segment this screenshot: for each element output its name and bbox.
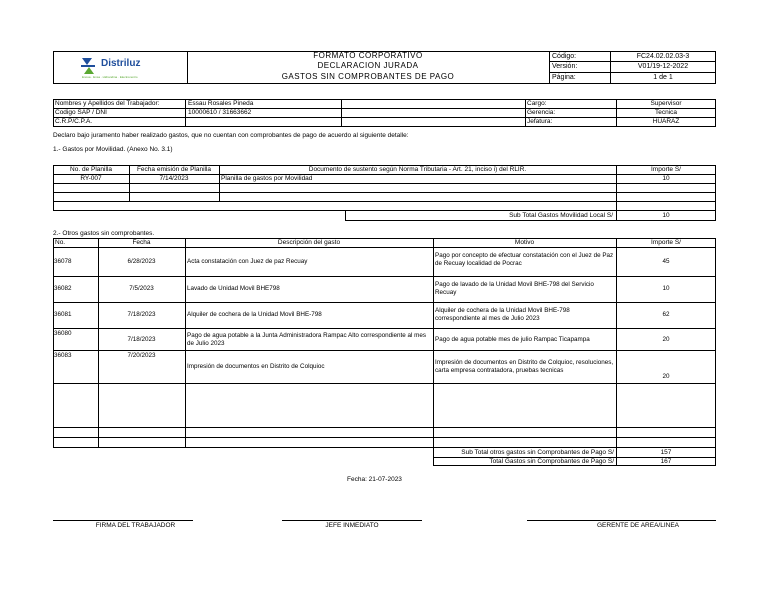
s2-row3-fecha: 7/18/2023 [127, 311, 156, 318]
s2-header-descripcion: Descripción del gasto [277, 239, 341, 246]
s2-row5-fecha: 7/20/2023 [127, 352, 156, 359]
meta-label-version: Versión: [552, 63, 578, 70]
meta-value-version: V01/19-12-2022 [637, 63, 689, 70]
declaration-text: Declaro bajo juramento haber realizado gastos, que no cuentan con comprobantes de pago de acuerdo al siguiente detalle: [53, 132, 409, 139]
s2-row5-motivo: Impresión de documentos en Distrito de Colquioc, resoluciones, carta empresa contratadora, pruebas tecnicas [435, 359, 614, 374]
s2-row5-importe: 20 [662, 373, 670, 380]
s2-row2-no: 36082 [54, 285, 72, 292]
worker-code-label: Codigo SAP / DNI [55, 109, 107, 116]
s2-header-fecha: Fecha [132, 239, 151, 246]
s1-subtotal-label: Sub Total Gastos Movilidad Local S/ [509, 212, 613, 219]
s1-row-importe: 10 [662, 175, 670, 182]
gerencia-value: Tecnica [654, 109, 678, 116]
s2-row1-fecha: 6/28/2023 [127, 258, 156, 265]
s2-total-label: Total Gastos sin Comprobantes de Pago S/ [489, 458, 614, 465]
signature-line-jefe [282, 520, 422, 521]
s2-subtotal-label: Sub Total otros gastos sin Comprobantes de Pago S/ [461, 449, 614, 456]
section2-title: 2.- Otros gastos sin comprobantes. [53, 230, 155, 237]
s1-header-importe: Importe S/ [651, 166, 681, 173]
worker-name-value: Essau Rosales Pineda [188, 100, 254, 107]
worker-code-value: 10000610 / 31663662 [188, 109, 252, 116]
s1-subtotal-value: 10 [662, 212, 670, 219]
worker-name-label: Nombres y Apellidos del Trabajador: [55, 100, 160, 107]
jefatura-label: Jefatura: [527, 118, 553, 125]
meta-value-codigo: FC24.02.02.03-3 [636, 53, 690, 60]
cargo-label: Cargo: [527, 100, 547, 107]
s2-row4-fecha: 7/18/2023 [127, 336, 156, 343]
s2-header-motivo: Motivo [514, 239, 535, 246]
signature-line-gerente [527, 520, 716, 521]
title-line-2: DECLARACION JURADA [317, 61, 419, 70]
title-line-1: FORMATO CORPORATIVO [313, 51, 423, 60]
s2-row1-importe: 45 [662, 258, 670, 265]
s2-row3-descripcion: Alquiler de cochera de la Unidad Movil BHE-798 [187, 311, 322, 318]
s2-row1-no: 36078 [54, 258, 72, 265]
s1-header-planilla: No. de Planilla [70, 166, 112, 173]
s2-row2-motivo: Pago de lavado de la Unidad Movil BHE-798 del Servicio Recuay [435, 281, 594, 296]
gerencia-label: Gerencia: [527, 109, 556, 116]
s2-row4-motivo: Pago de agua potable mes de julio Rampac Ticapampa [435, 336, 590, 343]
worker-crp-label: C.R.P/C.P.A. [55, 118, 93, 125]
s2-row2-descripcion: Lavado de Unidad Movil BHE798 [187, 285, 280, 292]
s2-subtotal-value: 157 [660, 449, 672, 456]
distriluz-logo-icon [80, 57, 96, 75]
signature-line-trabajador [53, 520, 193, 521]
s1-header-fecha: Fecha emisión de Planilla [136, 166, 212, 173]
s1-row-planilla: RY-007 [80, 175, 102, 182]
signature-label-trabajador: FIRMA DEL TRABAJADOR [95, 522, 176, 529]
s2-row4-descripcion: Pago de agua potable a la Junta Administradora Rampac Alto correspondiente al mes de Julio 2023 [187, 332, 427, 347]
s2-row3-no: 36081 [54, 311, 72, 318]
s2-row5-no: 36083 [54, 352, 72, 359]
signature-label-jefe: JEFE INMEDIATO [325, 522, 379, 529]
s2-header-importe: Importe S/ [651, 239, 681, 246]
s1-row-fecha: 7/14/2023 [159, 175, 189, 182]
s2-total-value: 167 [660, 458, 672, 465]
logo-tagline: Enosa · Ensa · Hidrandina · Electrocentro [82, 75, 138, 79]
meta-label-codigo: Código: [552, 53, 577, 60]
company-logo [80, 56, 180, 80]
meta-value-pagina: 1 de 1 [653, 74, 673, 81]
s2-row4-no: 36080 [54, 330, 72, 337]
jefatura-value: HUARAZ [652, 118, 680, 125]
meta-label-pagina: Página: [552, 74, 576, 81]
logo-text: Distriluz [101, 58, 141, 69]
s2-row5-descripcion: Impresión de documentos en Distrito de Colquioc [187, 363, 325, 370]
title-line-3: GASTOS SIN COMPROBANTES DE PAGO [281, 72, 455, 81]
s2-row1-motivo: Pago por concepto de efectuar constatación con el Juez de Paz de Recuay localidad de Pocrac [435, 252, 614, 267]
s2-header-no: No. [55, 239, 66, 246]
cargo-value: Supervisor [650, 100, 682, 107]
s2-row2-importe: 10 [662, 285, 670, 292]
section1-title: 1.- Gastos por Movilidad. (Anexo No. 3.1) [53, 146, 173, 153]
document-date: Fecha: 21-07-2023 [347, 476, 402, 483]
s2-row3-importe: 62 [662, 311, 670, 318]
s2-row2-fecha: 7/5/2023 [129, 285, 154, 292]
s1-header-documento: Documento de sustento según Norma Tributaria - Art. 21, inciso i) del RLIR. [308, 166, 527, 173]
s2-row3-motivo: Alquiler de cochera de la Unidad Movil BHE-798 correspondiente al mes de Julio 2023 [435, 307, 570, 322]
s2-row1-descripcion: Acta constatación con Juez de paz Recuay [187, 258, 308, 265]
s2-row4-importe: 20 [662, 336, 670, 343]
signature-label-gerente: GERENTE DE AREA/LINEA [597, 522, 679, 529]
s1-row-documento: Planilla de gastos por Movilidad [221, 175, 313, 182]
